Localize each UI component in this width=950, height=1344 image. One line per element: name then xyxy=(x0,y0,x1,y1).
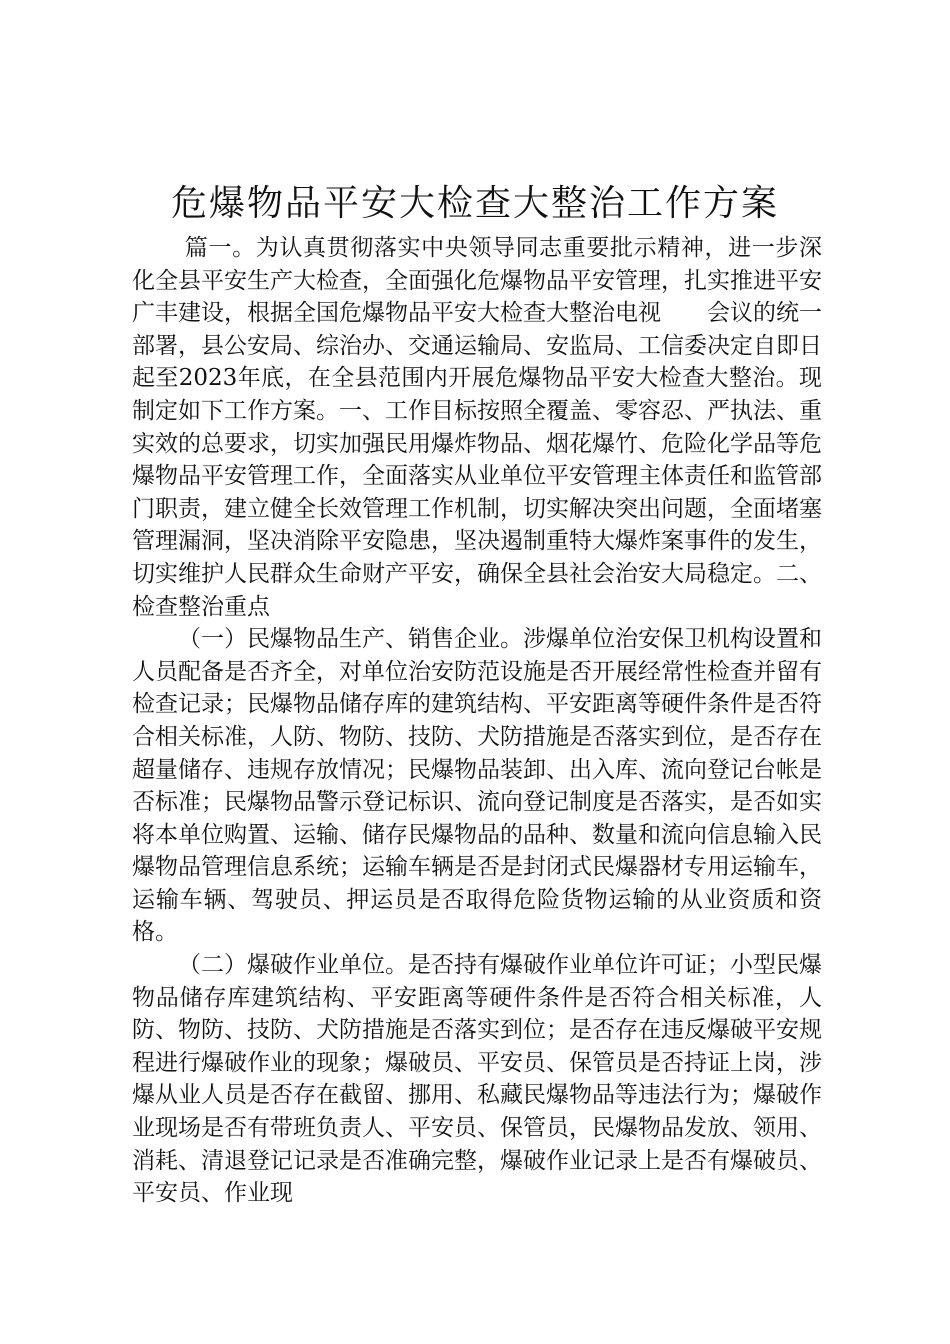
paragraph-intro: 篇一。为认真贯彻落实中央领导同志重要批示精神，进一步深化全县平安生产大检查，全面强化危爆物品平安管理，扎实推进平安广丰建设，根据全国危爆物品平安大检查大整治电视 会议的统一部署，县公安局、综治办、交通运输局、安监局、工信委决定自即日起至2023年底，在全县范围内开展危爆物品平安大检查大整治。现制定如下工作方案。一、工作目标按照全覆盖、零容忍、严执法、重实效的总要求，切实加强民用爆炸物品、烟花爆竹、危险化学品等危爆物品平安管理工作，全面落实从业单位平安管理主体责任和监管部门职责，建立健全长效管理工作机制，切实解决突出问题，全面堵塞管理漏洞，坚决消除平安隐患，坚决遏制重特大爆炸案事件的发生，切实维护人民群众生命财产平安，确保全县社会治安大局稳定。二、检查整治重点 xyxy=(132,235,822,620)
paragraph-section-1: （一）民爆物品生产、销售企业。涉爆单位治安保卫机构设置和人员配备是否齐全，对单位治安防范设施是否开展经常性检查并留有检查记录；民爆物品储存库的建筑结构、平安距离等硬件条件是否符合相关标准，人防、物防、技防、犬防措施是否落实到位，是否存在超量储存、违规存放情况；民爆物品装卸、出入库、流向登记台帐是否标准；民爆物品警示登记标识、流向登记制度是否落实，是否如实将本单位购置、运输、储存民爆物品的品种、数量和流向信息输入民爆物品管理信息系统；运输车辆是否是封闭式民爆器材专用运输车，运输车辆、驾驶员、押运员是否取得危险货物运输的从业资质和资格。 xyxy=(132,626,822,946)
document-body xyxy=(132,232,822,1210)
document-title: 危爆物品平安大检查大整治工作方案 xyxy=(170,183,779,224)
paragraph-section-2: （二）爆破作业单位。是否持有爆破作业单位许可证；小型民爆物品储存库建筑结构、平安距离等硬件条件是否符合相关标准，人防、物防、技防、犬防措施是否落实到位；是否存在违反爆破平安规程进行爆破作业的现象；爆破员、平安员、保管员是否持证上岗，涉爆从业人员是否存在截留、挪用、私藏民爆物品等违法行为；爆破作业现场是否有带班负责人、平安员、保管员，民爆物品发放、领用、消耗、清退登记记录是否准确完整，爆破作业记录上是否有爆破员、平安员、作业现 xyxy=(132,952,822,1207)
